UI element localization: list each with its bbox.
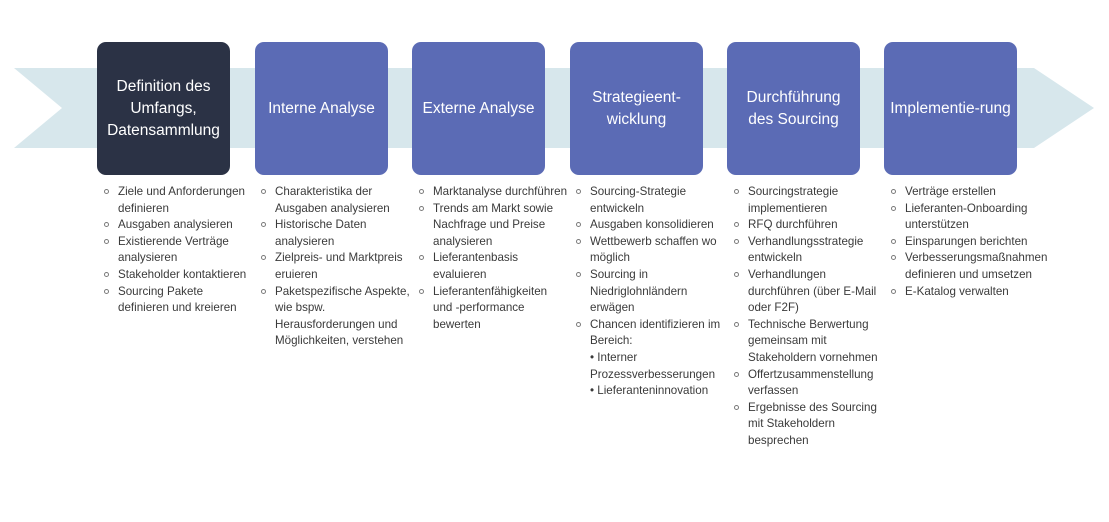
bullet-column-4 bbox=[575, 184, 727, 400]
bullet-marker-icon bbox=[734, 222, 739, 227]
bullet-marker-icon bbox=[576, 322, 581, 327]
list-item: Sourcingstrategie implementieren bbox=[733, 184, 885, 217]
bullet-marker-icon bbox=[261, 255, 266, 260]
list-item: Lieferantenbasis evaluieren bbox=[418, 250, 568, 283]
list-item: Chancen identifizieren im Bereich: bbox=[575, 317, 727, 350]
bullet-marker-icon bbox=[261, 189, 266, 194]
bullet-marker-icon bbox=[261, 222, 266, 227]
list-item: Ausgaben konsolidieren bbox=[575, 217, 727, 234]
bullet-marker-icon bbox=[891, 255, 896, 260]
bullet-marker-icon bbox=[891, 189, 896, 194]
phase-box-2[interactable] bbox=[255, 42, 388, 175]
bullet-marker-icon bbox=[419, 255, 424, 260]
bullet-marker-icon bbox=[576, 222, 581, 227]
bullet-marker-icon bbox=[261, 289, 266, 294]
bullet-marker-icon bbox=[734, 189, 739, 194]
bullet-marker-icon bbox=[104, 239, 109, 244]
sub-item: • Interner Prozessverbesserungen bbox=[590, 350, 716, 381]
bullet-marker-icon bbox=[734, 239, 739, 244]
list-item: Verbesserungsmaßnahmen definieren und umsetzen bbox=[890, 250, 1055, 283]
sub-item: • Lieferanteninnovation bbox=[590, 384, 709, 398]
bullet-column-3 bbox=[418, 184, 568, 333]
list-item: Marktanalyse durchführen bbox=[418, 184, 568, 201]
bullet-marker-icon bbox=[419, 289, 424, 294]
bullet-column-5 bbox=[733, 184, 885, 450]
bullet-marker-icon bbox=[104, 189, 109, 194]
bullet-column-1 bbox=[103, 184, 253, 317]
list-item: Sourcing Pakete definieren und kreieren bbox=[103, 284, 253, 317]
list-item: Technische Berwertung gemeinsam mit Stakeholdern vornehmen bbox=[733, 317, 885, 367]
list-item: Lieferantenfähigkeiten und -performance bewerten bbox=[418, 284, 568, 334]
phase-box-6[interactable] bbox=[884, 42, 1017, 175]
list-item: Einsparungen berichten bbox=[890, 234, 1055, 251]
phase-title-3: Externe Analyse bbox=[422, 99, 535, 117]
list-item: Wettbewerb schaffen wo möglich bbox=[575, 234, 727, 267]
bullet-marker-icon bbox=[576, 272, 581, 277]
bullet-marker-icon bbox=[576, 189, 581, 194]
bullet-marker-icon bbox=[419, 206, 424, 211]
list-item: RFQ durchführen bbox=[733, 217, 885, 234]
list-item: Stakeholder kontaktieren bbox=[103, 267, 253, 284]
list-item: Charakteristika der Ausgaben analysieren bbox=[260, 184, 410, 217]
bullet-marker-icon bbox=[734, 372, 739, 377]
list-item: Verhandlungsstrategie entwickeln bbox=[733, 234, 885, 267]
list-item: Sourcing-Strategie entwickeln bbox=[575, 184, 727, 217]
bullet-marker-icon bbox=[891, 239, 896, 244]
phase-title-4: Strategieent-wicklung bbox=[592, 88, 681, 128]
list-item: Verhandlungen durchführen (über E-Mail oder F2F) bbox=[733, 267, 885, 317]
phase-title-2: Interne Analyse bbox=[268, 99, 375, 117]
list-item: E-Katalog verwalten bbox=[890, 284, 1055, 301]
bullet-marker-icon bbox=[891, 206, 896, 211]
phase-box-1[interactable] bbox=[97, 42, 230, 175]
list-item: Zielpreis- und Marktpreis eruieren bbox=[260, 250, 410, 283]
bullet-marker-icon bbox=[104, 289, 109, 294]
list-item: Sourcing in Niedriglohnländern erwägen bbox=[575, 267, 727, 317]
bullet-column-6 bbox=[890, 184, 1055, 300]
list-item: Ergebnisse des Sourcing mit Stakeholdern besprechen bbox=[733, 400, 885, 450]
bullet-marker-icon bbox=[734, 322, 739, 327]
list-item: Ziele und Anforderungen definieren bbox=[103, 184, 253, 217]
bullet-column-2 bbox=[260, 184, 410, 350]
list-item: Lieferanten-Onboarding unterstützen bbox=[890, 201, 1055, 234]
bullet-marker-icon bbox=[891, 289, 896, 294]
list-item: Trends am Markt sowie Nachfrage und Preise analysieren bbox=[418, 201, 568, 251]
bullet-marker-icon bbox=[734, 272, 739, 277]
phase-title-1: Definition des Umfangs, Datensammlung bbox=[107, 77, 220, 139]
bullet-marker-icon bbox=[734, 405, 739, 410]
list-item: Ausgaben analysieren bbox=[103, 217, 253, 234]
phase-title-6: Implementie-rung bbox=[890, 99, 1011, 117]
phase-title-5: Durchführung des Sourcing bbox=[746, 88, 841, 128]
phase-box-3[interactable] bbox=[412, 42, 545, 175]
list-item: Historische Daten analysieren bbox=[260, 217, 410, 250]
phase-box-4[interactable] bbox=[570, 42, 703, 175]
list-item: Paketspezifische Aspekte, wie bspw. Herausforderungen und Möglichkeiten, verstehen bbox=[260, 284, 410, 350]
list-item: Existierende Verträge analysieren bbox=[103, 234, 253, 267]
bullet-marker-icon bbox=[576, 239, 581, 244]
bullet-marker-icon bbox=[419, 189, 424, 194]
bullet-marker-icon bbox=[104, 222, 109, 227]
list-item: Verträge erstellen bbox=[890, 184, 1055, 201]
list-item: Offertzusammenstellung verfassen bbox=[733, 367, 885, 400]
phase-box-5[interactable] bbox=[727, 42, 860, 175]
bullet-marker-icon bbox=[104, 272, 109, 277]
